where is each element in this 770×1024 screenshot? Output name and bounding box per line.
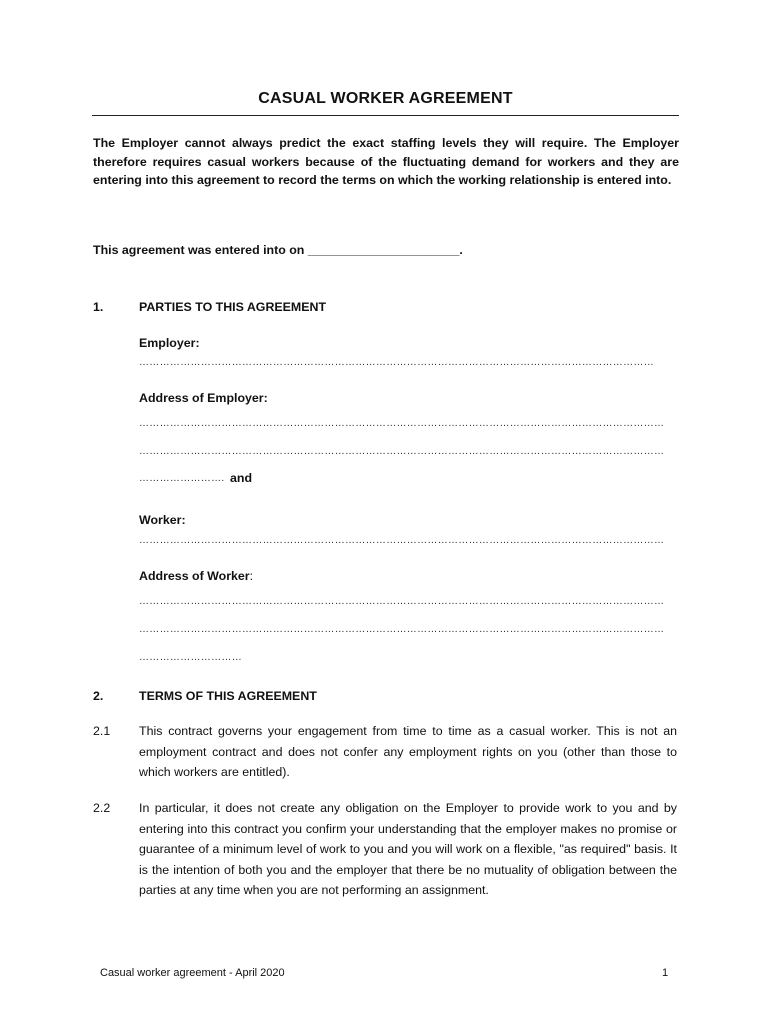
employer-address-blank-2: ……………………………………………………………………………………………………………………………………… — [139, 446, 665, 457]
worker-address-blank-1: ……………………………………………………………………………………………………………………………………… — [139, 596, 665, 607]
title-underline — [92, 115, 679, 116]
clause-text: In particular, it does not create any obligation on the Employer to provide work to you and by entering into this contract you confirm your understanding that the employer makes no promise or guarantee of a minimum level of work to you and you will work on a flexible, "as required" basis. It is the intention of both you and the employer that there be no mutuality of obligation between the parties at any time when you are not performing an assignment. — [139, 801, 677, 897]
employer-address-label: Address of Employer: — [139, 391, 268, 405]
entered-date-line: This agreement was entered into on ______________________. — [93, 243, 463, 257]
clause-number: 2.2 — [93, 801, 111, 815]
section-1-heading: PARTIES TO THIS AGREEMENT — [139, 300, 327, 314]
and-text: and — [230, 471, 253, 485]
section-2-heading: TERMS OF THIS AGREEMENT — [139, 689, 317, 703]
footer-title: Casual worker agreement - April 2020 — [100, 967, 285, 979]
worker-address-label-text: Address of Worker — [139, 569, 250, 583]
employer-name-blank: …………………………………………………………………………………………………………………………………… — [139, 357, 654, 368]
employer-address-blank-1: ……………………………………………………………………………………………………………………………………… — [139, 418, 665, 429]
worker-label: Worker: — [139, 513, 186, 527]
section-1-number: 1. — [93, 300, 104, 314]
clause-text: This contract governs your engagement from time to time as a casual worker. This is not an employment contract and does not confer any employment rights on you (other than those to which workers are entitled). — [139, 724, 677, 779]
worker-address-blank-3: ………………………… — [139, 652, 242, 663]
worker-name-blank: ……………………………………………………………………………………………………………………………………… — [139, 535, 665, 546]
worker-address-label — [139, 567, 253, 585]
worker-address-colon: : — [249, 569, 254, 583]
document-title: CASUAL WORKER AGREEMENT — [258, 90, 513, 107]
employer-address-blank-3: ……………………. — [139, 473, 225, 484]
intro-paragraph: The Employer cannot always predict the exact staffing levels they will require. The Employer therefore requires casual workers because of the fluctuating demand for workers and they are entering into this agreement to record the terms on which the working relationship is entered into. — [93, 136, 679, 187]
page-number: 1 — [662, 967, 669, 979]
clause-number: 2.1 — [93, 724, 111, 738]
worker-address-blank-2: ……………………………………………………………………………………………………………………………………… — [139, 624, 665, 635]
section-2-number: 2. — [93, 689, 104, 703]
employer-label: Employer: — [139, 336, 200, 350]
